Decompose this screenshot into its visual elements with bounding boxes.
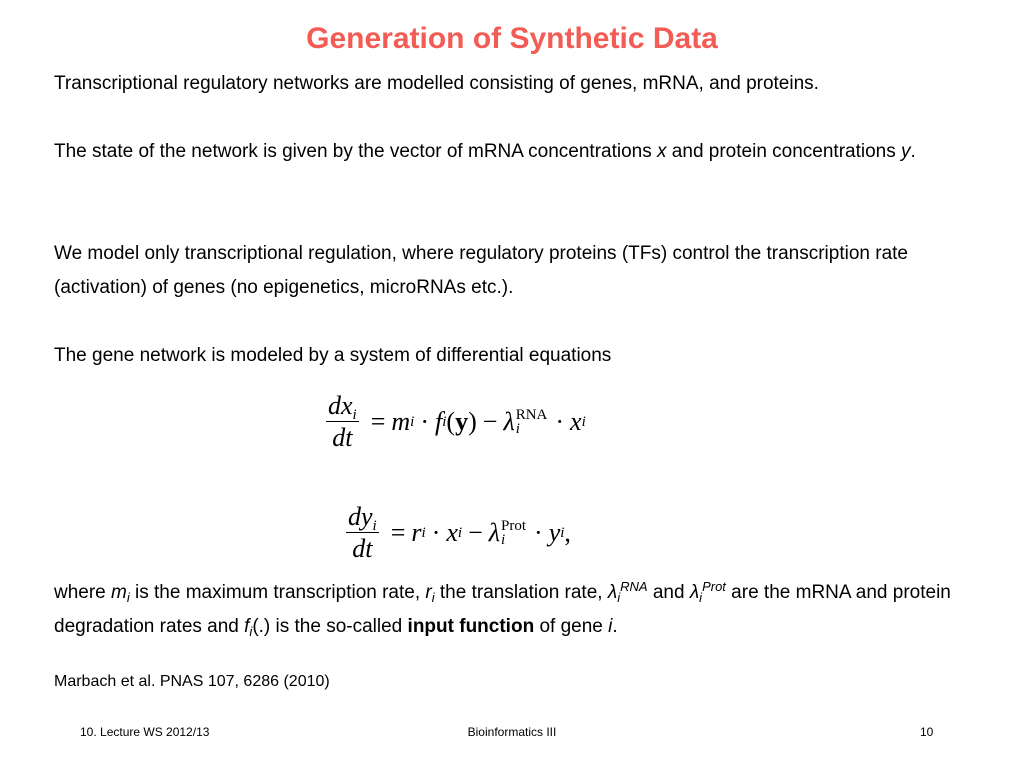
minus-sign: −: [468, 518, 483, 547]
variable-i: i: [608, 616, 613, 637]
fraction-dx-dt: [326, 392, 359, 452]
input-function-term: input function: [407, 616, 535, 637]
variable-m: m: [111, 582, 127, 603]
variable-x: x: [657, 141, 667, 162]
equation-protein: $\frac{dy_i}{dt}$ = r i · x i − λ Prot i · y i ,: [348, 502, 571, 563]
paragraph-network-state: [54, 135, 984, 169]
paragraph-differential-equations: The gene network is modeled by a system of differential equations: [54, 345, 612, 366]
paragraph-transcriptional-regulation: We model only transcriptional regulation, where regulatory proteins (TFs) control the transcription rate (activation) of genes (no epigenetics, microRNAs etc.).: [54, 243, 908, 298]
variable-f: f: [244, 616, 250, 637]
variable-y: y: [901, 141, 911, 162]
citation: Marbach et al. PNAS 107, 6286 (2010): [54, 673, 330, 690]
variable-lambda-prot: λ: [689, 582, 700, 603]
text-segment: and protein concentrations: [666, 141, 902, 162]
term-y: y: [548, 518, 561, 547]
equals-sign: =: [390, 518, 406, 547]
footer-lecture: 10. Lecture WS 2012/13: [80, 725, 210, 739]
text-segment: .: [910, 141, 916, 162]
term-m: m: [391, 407, 411, 436]
variable-lambda-rna: λ: [607, 582, 618, 603]
dot-operator: ·: [555, 407, 565, 436]
dot-operator: ·: [534, 518, 543, 547]
page-number: 10: [920, 725, 934, 739]
term-lambda-prot: λ Prot i: [488, 518, 527, 548]
dot-operator: ·: [431, 518, 441, 547]
term-f: f: [435, 407, 443, 436]
term-x: x: [446, 518, 458, 547]
fraction-denominator: dt: [352, 534, 373, 563]
term-r: r: [411, 518, 422, 547]
dot-operator: ·: [420, 407, 430, 436]
paragraph-network-components: Transcriptional regulatory networks are modelled consisting of genes, mRNA, and proteins.: [54, 73, 819, 94]
fraction-dy-dt: [346, 503, 379, 563]
fraction-denominator: dt: [332, 423, 353, 452]
term-lambda-rna: λ RNA i: [503, 407, 548, 437]
term-x: x: [570, 407, 582, 436]
equation-mrna: $\frac{dx_i}{dt}$ = m i · f i ( y ) − λ RNA i · x i: [328, 391, 586, 452]
fraction-numerator: $dy_i$: [348, 502, 377, 534]
fraction-numerator: $dx_i$: [328, 391, 357, 423]
minus-sign: −: [482, 407, 498, 436]
text-segment: The state of the network is given by the vector of mRNA concentrations: [54, 141, 658, 162]
term-y-vector: y: [455, 407, 469, 436]
variable-r: r: [425, 582, 432, 603]
equals-sign: =: [370, 407, 386, 436]
slide-title: Generation of Synthetic Data: [306, 22, 718, 55]
paragraph-variable-definitions: where $m_i$ is the maximum transcription rate, $r_i$ the translation rate, $\lambda_i^{RNA}$ and $\lambda_i^{Prot}$ are the mRNA and protein degradation rates and $f_i(.)$ is the so-called input function of gene i.: [54, 579, 951, 639]
footer-course: Bioinformatics III: [467, 725, 557, 739]
